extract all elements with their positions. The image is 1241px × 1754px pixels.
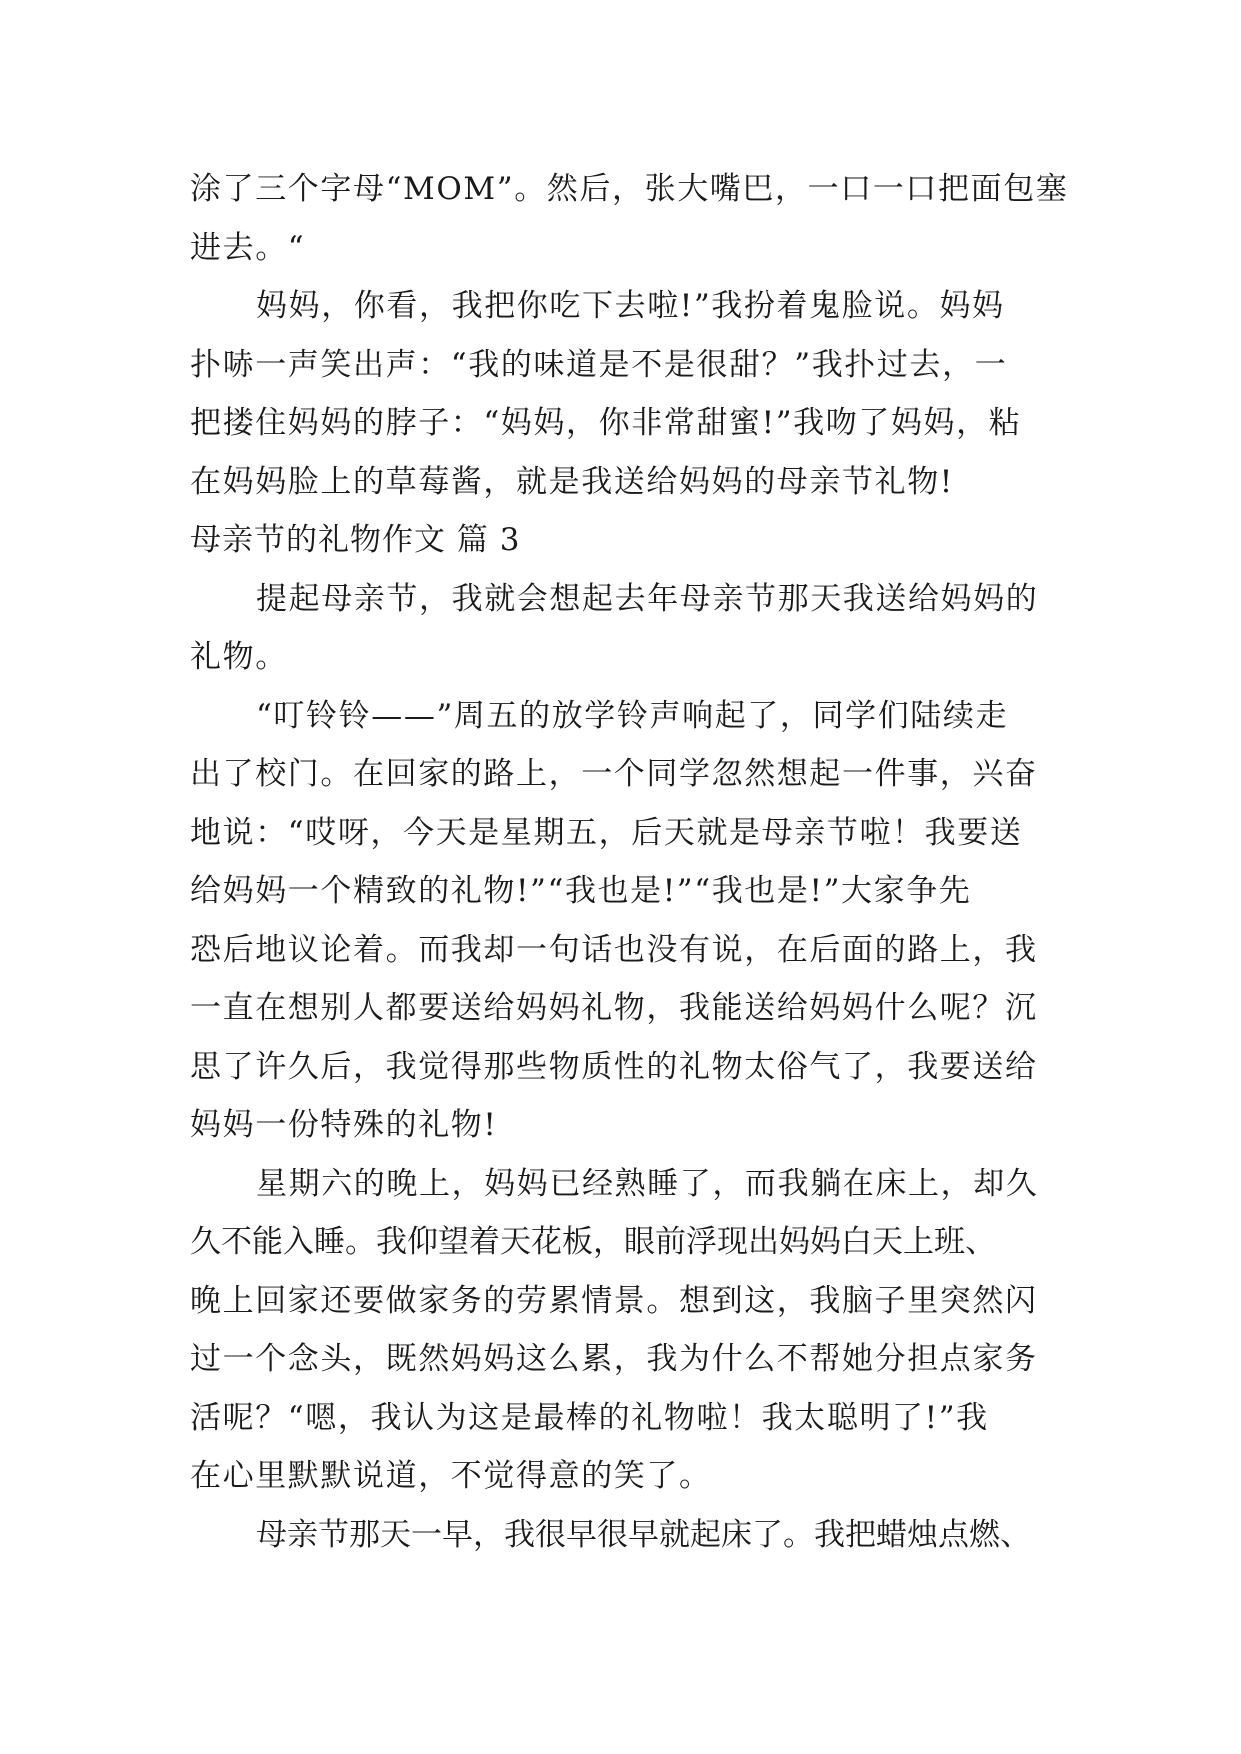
text-line: 活呢？“嗯，我认为这是最棒的礼物啦！我太聪明了!”我	[190, 1399, 989, 1436]
text-line: 把搂住妈妈的脖子：“妈妈，你非常甜蜜!”我吻了妈妈，粘	[190, 405, 1022, 441]
text-line: 一直在想别人都要送给妈妈礼物，我能送给妈妈什么呢？沉	[190, 990, 1038, 1026]
text-line: 恐后地议论着。而我却一句话也没有说，在后面的路上，我	[190, 931, 1038, 968]
text-line: 晚上回家还要做家务的劳累情景。想到这，我脑子里突然闪	[190, 1282, 1038, 1319]
text-line: 妈妈一份特殊的礼物!	[190, 1107, 498, 1143]
paragraph-first-line: 提起母亲节，我就会想起去年母亲节那天我送给妈妈的	[256, 580, 1039, 617]
text-line: 在妈妈脸上的草莓酱，就是我送给妈妈的母亲节礼物!	[190, 463, 954, 500]
essay-body	[190, 160, 1069, 1564]
paragraph-first-line: “叮铃铃——”周五的放学铃声响起了，同学们陆续走	[256, 697, 1009, 734]
text-line: 给妈妈一个精致的礼物!”“我也是!”“我也是!”大家争先	[190, 873, 972, 909]
text-line: 进去。“	[190, 229, 306, 266]
text-line: 出了校门。在回家的路上，一个同学忽然想起一件事，兴奋	[190, 756, 1038, 792]
paragraph-first-line: 妈妈，你看，我把你吃下去啦!”我扮着鬼脸说。妈妈	[256, 288, 1005, 324]
text-line: 过一个念头，既然妈妈这么累，我为什么不帮她分担点家务	[190, 1341, 1038, 1377]
text-line: 在心里默默说道，不觉得意的笑了。	[190, 1458, 712, 1494]
text-line: 久不能入睡。我仰望着天花板，眼前浮现出妈妈白天上班、	[190, 1224, 996, 1260]
text-line: 扑哧一声笑出声：“我的味道是不是很甜？”我扑过去，一	[190, 346, 1008, 383]
text-line: 地说：“哎呀，今天是星期五，后天就是母亲节啦！我要送	[190, 814, 1023, 851]
text-line: 思了许久后，我觉得那些物质性的礼物太俗气了，我要送给	[190, 1048, 1038, 1085]
section-heading: 母亲节的礼物作文 篇 3	[190, 522, 521, 558]
text-line: 涂了三个字母“MOM”。然后，张大嘴巴，一口一口把面包塞	[190, 171, 1069, 207]
paragraph-first-line: 母亲节那天一早，我很早很早就起床了。我把蜡烛点燃、	[256, 1516, 1031, 1553]
text-line: 礼物。	[190, 639, 288, 675]
paragraph-first-line: 星期六的晚上，妈妈已经熟睡了，而我躺在床上，却久	[256, 1165, 1039, 1202]
